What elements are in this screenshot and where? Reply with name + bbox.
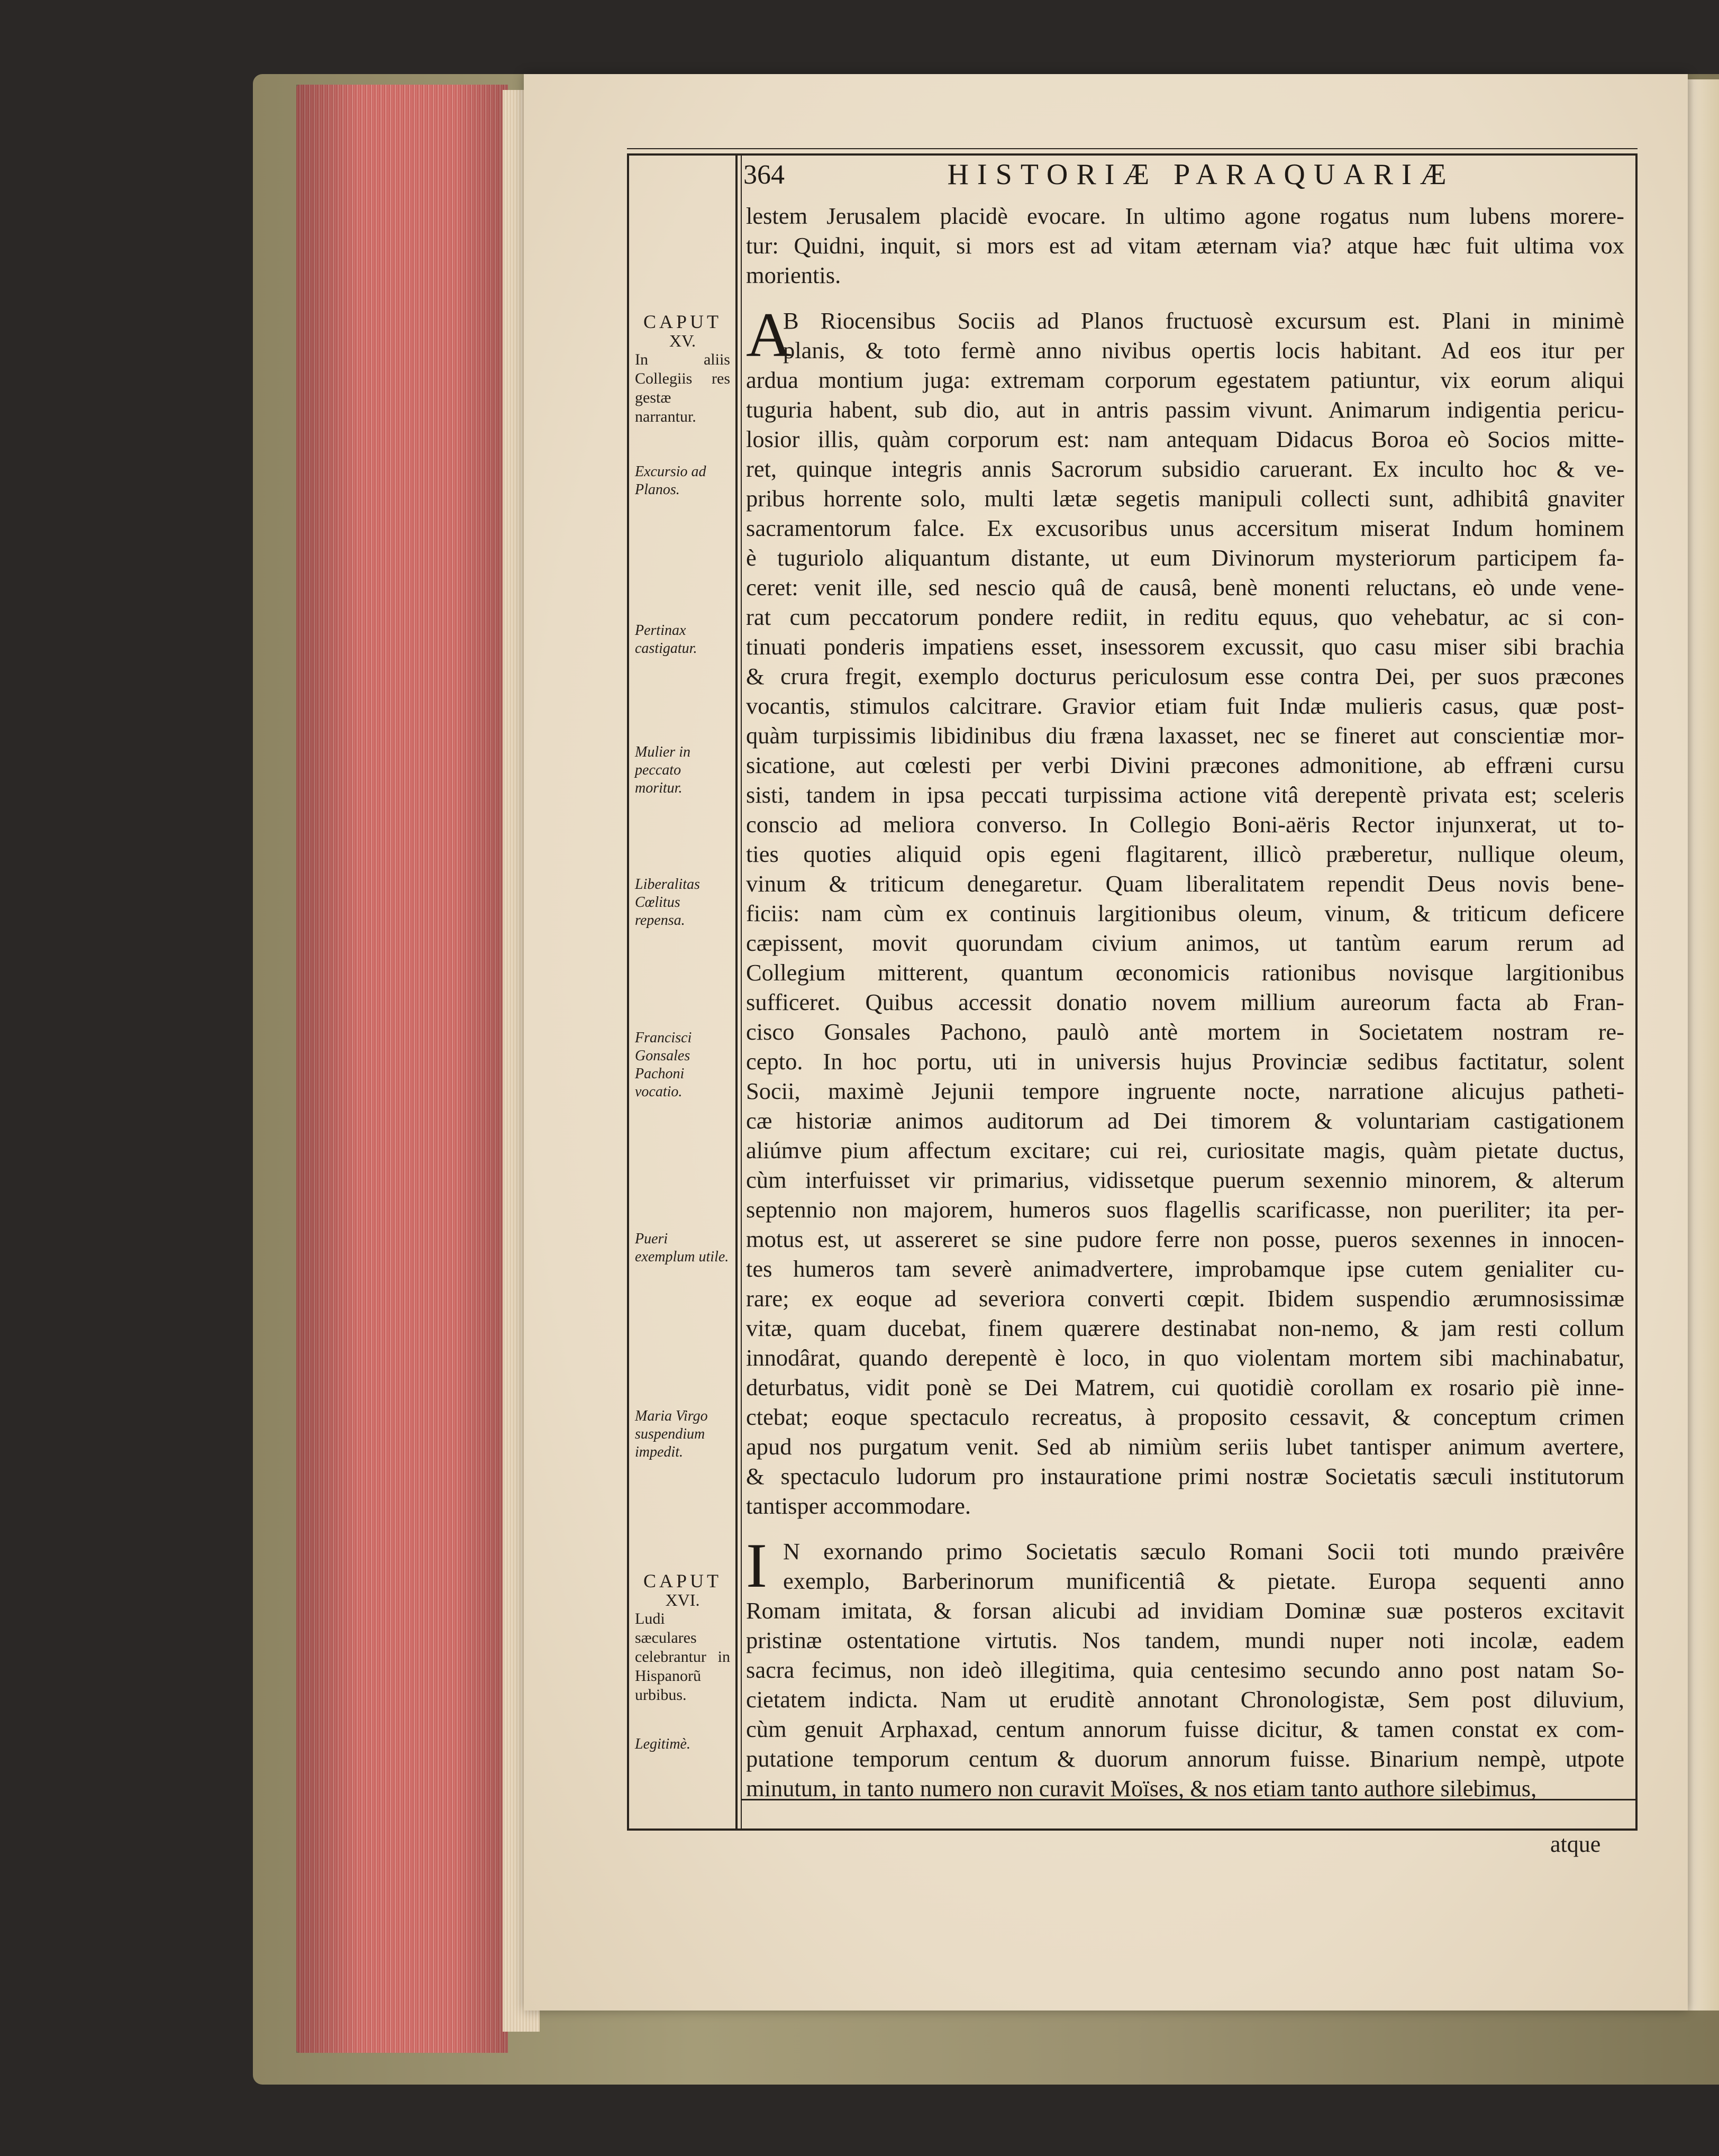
text-line: Socii, maximè Jejunii tempore ingruente nocte, narratione alicujus patheti- — [746, 1078, 1624, 1104]
text-line: cùm interfuisset vir primarius, vidissetque puerum sexennio minorem, & alterum — [746, 1167, 1624, 1193]
text-line: N exornando primo Societatis sæculo Romani Socii toti mundo præivêre — [783, 1538, 1624, 1564]
caput-title: CAPUT — [643, 311, 722, 332]
text-line: rat cum peccatorum pondere rediit, in reditu equus, quo vehebatur, ac si con- — [746, 604, 1624, 630]
text-line: tes humeros tam severè animadvertere, improbamque ipse cutem genialiter cu- — [746, 1256, 1624, 1282]
text-line: vinum & triticum denegaretur. Quam liberalitatem rependit Deus novis bene- — [746, 870, 1624, 897]
text-line: cisco Gonsales Pachono, paulò antè mortem in Societatem nostram re- — [746, 1018, 1624, 1045]
text-line: minutum, in tanto numero non curavit Moïses, & nos etiam tanto authore silebimus, — [746, 1775, 1537, 1802]
margin-note: Legitimè. — [635, 1736, 690, 1752]
text-line: pristinæ ostentatione virtutis. Nos tandem, mundi nuper noti incolæ, eadem — [746, 1627, 1624, 1653]
margin-note: Francisci Gonsales Pachoni vocatio. — [635, 1030, 692, 1100]
text-line: tinuati ponderis impatiens esset, insessorem excussit, quo casu miser sibi brachia — [746, 633, 1624, 660]
text-line: rare; ex eoque ad severiora converti cœpit. Ibidem suspendio ærumnosissimæ — [746, 1285, 1624, 1312]
text-line: cæ historiæ animos auditorum ad Dei timorem & voluntariam castigationem — [746, 1107, 1624, 1134]
text-line: conscio ad meliora converso. In Collegio Boni-aëris Rector injunxerat, ut to- — [746, 811, 1624, 838]
text-line: vitæ, quam ducebat, finem quærere destinabat non-nemo, & jam resti collum — [746, 1315, 1624, 1341]
text-line: sisti, tandem in ipsa peccati turpissima actione vitâ derepentè privata est; sceleris — [746, 781, 1624, 808]
text-line: sicatione, aut cœlesti per verbi Divini præcones admonitione, ab effræni cursu — [746, 752, 1624, 778]
text-line: cepto. In hoc portu, uti in universis hujus Provinciæ sedibus factitatur, solent — [746, 1048, 1624, 1075]
text-line: exemplo, Barberinorum munificentiâ & pietate. Europa sequenti anno — [783, 1568, 1624, 1594]
text-line: cùm genuit Arphaxad, centum annorum fuisse dicitur, & tamen constat ex com- — [746, 1716, 1624, 1742]
text-line: aliúmve pium affectum excitare; cui rei, curiositate magis, quàm pietate ductus, — [746, 1137, 1624, 1163]
caput-title: CAPUT — [643, 1570, 722, 1591]
text-line: apud nos purgatum venit. Sed ab nimiùm seriis lubet tantisper animum avertere, — [746, 1433, 1624, 1460]
caput-description: In aliis Collegiis res gestæ narrantur. — [635, 351, 730, 425]
running-head: HISTORIÆ PARAQUARIÆ — [947, 158, 1455, 191]
text-line: losior illis, quàm corporum est: nam antequam Didacus Boroa eò Socios mitte- — [746, 426, 1624, 452]
text-line: & spectaculo ludorum pro instauratione primi nostræ Societatis sæculi institutorum — [746, 1463, 1624, 1489]
text-line: innodârat, quando derepentè è loco, in quo violentam mortem sibi machinabatur, — [746, 1344, 1624, 1371]
paragraph — [746, 1530, 1624, 1803]
margin-note: Liberalitas Cœlitus repensa. — [635, 876, 700, 929]
margin-note: Pueri exemplum utile. — [635, 1231, 729, 1265]
text-line: è tuguriolo aliquantum distante, ut eum Divinorum mysteriorum participem fa- — [746, 544, 1624, 571]
margin-note: Pertinax castigatur. — [635, 622, 697, 657]
margin-caput-xvi — [635, 1571, 730, 1705]
text-line: tuguria habent, sub dio, aut in antris passim vivunt. Animarum indigentia pericu- — [746, 396, 1624, 423]
header-rule — [627, 148, 1638, 149]
text-line: Romam imitata, & forsan alicubi ad invidiam Dominæ suæ posteros excitavit — [746, 1597, 1624, 1624]
body-text — [746, 201, 1624, 1803]
text-line: tur: Quidni, inquit, si mors est ad vitam æternam via? atque hæc fuit ultima vox — [746, 232, 1624, 259]
text-line: putatione temporum centum & duorum annorum fuisse. Binarium nempè, utpote — [746, 1745, 1624, 1772]
text-line: ceret: venit ille, sed nescio quâ de causâ, benè monenti reluctans, eò unde vene- — [746, 574, 1624, 601]
text-line: septennio non majorem, humeros suos flagellis scarificasse, non pueriliter; ita per- — [746, 1196, 1624, 1223]
text-line: deturbatus, vidit ponè se Dei Matrem, cui quotidiè corollam ex rosario piè inne- — [746, 1374, 1624, 1400]
text-line: ctebat; eoque spectaculo recreatus, à proposito cessavit, & conceptum crimen — [746, 1404, 1624, 1430]
text-line: ardua montium juga: extremam corporum egestatem patiuntur, vix eorum aliqui — [746, 367, 1624, 393]
page-edge-shadow — [296, 85, 508, 2053]
text-line: & crura fregit, exemplo docturus periculosum esse contra Dei, per suos præcones — [746, 663, 1624, 689]
text-line: sacra fecimus, non ideò illegitima, quia centesimo secundo anno post natam So- — [746, 1657, 1624, 1683]
text-line: quàm turpissimis libidinibus diu fræna laxasset, nec se fineret aut conscientiæ mor- — [746, 722, 1624, 749]
caput-description: Ludi sæculares celebrantur in Hispanorũ urbibus. — [635, 1610, 730, 1704]
text-line: cietatem indicta. Nam ut eruditè annotant Chronologistæ, Sem post diluvium, — [746, 1686, 1624, 1713]
caput-numeral: XVI. — [665, 1590, 700, 1609]
drop-cap: A — [746, 299, 792, 370]
text-line: ret, quinque integris annis Sacrorum subsidio caruerant. Ex inculto hoc & ve- — [746, 456, 1624, 482]
text-line: ficiis: nam cùm ex continuis largitionibus oleum, vinum, & triticum deficere — [746, 900, 1624, 926]
text-line: Collegium mitterent, quantum œconomicis rationibus novisque largitionibus — [746, 959, 1624, 986]
margin-caput-xv — [635, 312, 730, 426]
text-line: cæpissent, movit quorundam civium animos, ut tantùm earum rerum ad — [746, 930, 1624, 956]
margin-note: Excursio ad Planos. — [635, 463, 706, 498]
catchword: atque — [1550, 1831, 1601, 1857]
text-line: tantisper accommodare. — [746, 1493, 971, 1519]
text-line: sacramentorum falce. Ex excusoribus unus accersitum miserat Indum hominem — [746, 515, 1624, 541]
text-line: lestem Jerusalem placidè evocare. In ultimo agone rogatus num lubens morere- — [746, 203, 1624, 229]
margin-column-rule — [735, 153, 738, 1831]
body-column-rule — [741, 153, 742, 1831]
text-line: morientis. — [746, 262, 841, 288]
text-line: motus est, ut assereret se sine pudore ferre non posse, pueros sexennes in innocen- — [746, 1226, 1624, 1252]
margin-note: Maria Virgo suspendium impedit. — [635, 1408, 708, 1460]
caput-numeral: XV. — [669, 331, 696, 350]
drop-cap: I — [746, 1530, 767, 1600]
text-line: B Riocensibus Sociis ad Planos fructuosè excursum est. Plani in minimè — [783, 307, 1624, 334]
margin-note: Mulier in peccato moritur. — [635, 744, 690, 796]
page-header — [743, 153, 1632, 196]
page-number: 364 — [743, 159, 785, 190]
text-line: ties quoties aliquid opis egeni flagitarent, illicò præberetur, nullique oleum, — [746, 841, 1624, 867]
text-line: vocantis, stimulos calcitrare. Gravior etiam fuit Indæ mulieris casus, quæ post- — [746, 693, 1624, 719]
text-line: pribus horrente solo, multi lætæ segetis manipuli collecti sunt, adhibitâ gnaviter — [746, 485, 1624, 512]
paragraph — [746, 299, 1624, 1521]
text-line: planis, & toto fermè anno nivibus opertis locis habitant. Ad eos itur per — [783, 337, 1624, 363]
paragraph — [746, 201, 1624, 290]
text-line: sufficeret. Quibus accessit donatio novem millium aureorum facta ab Fran- — [746, 989, 1624, 1015]
